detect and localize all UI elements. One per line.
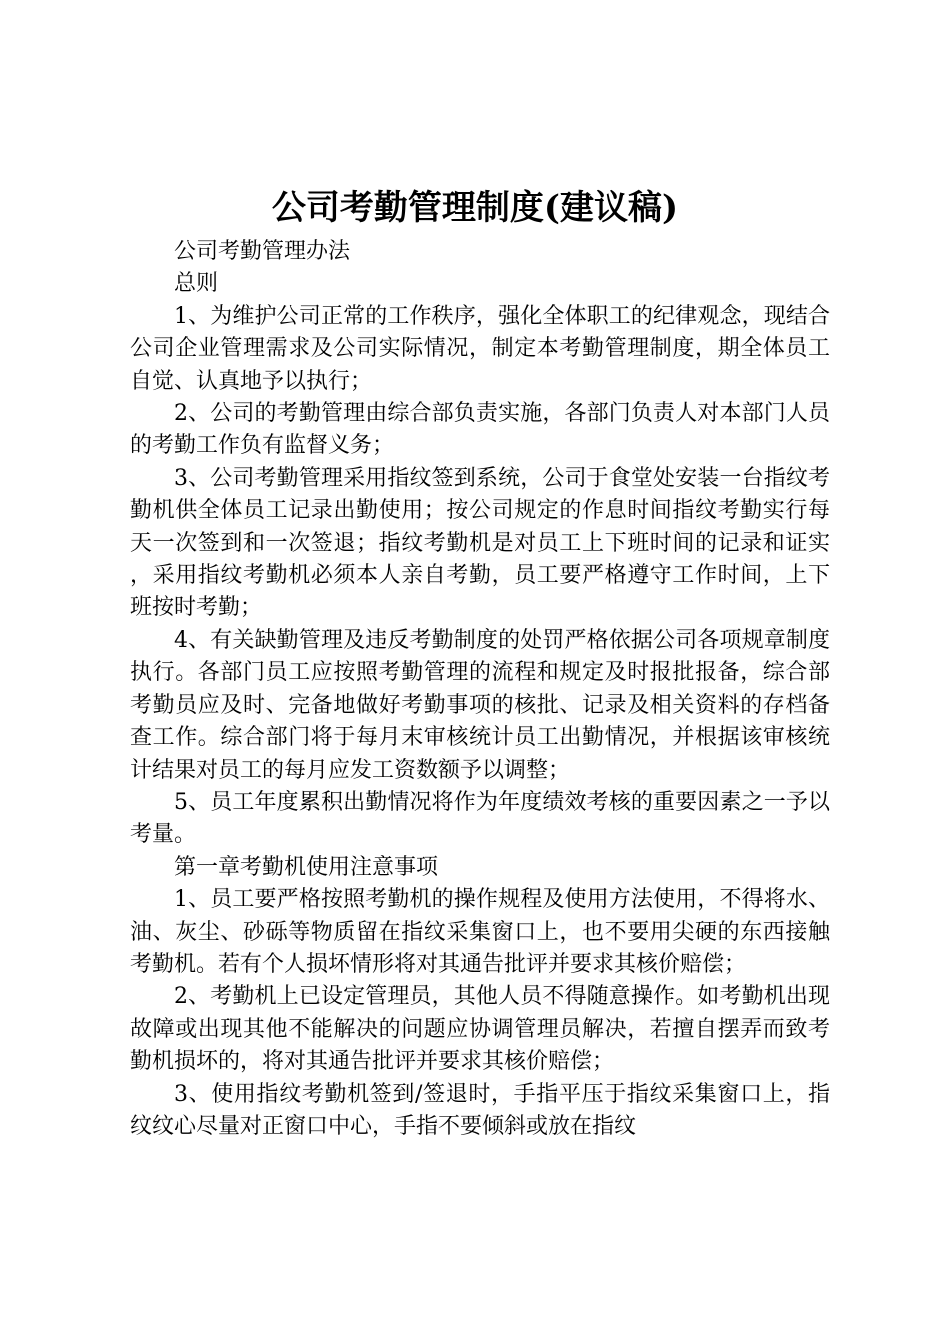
body-paragraph: 1、为维护公司正常的工作秩序，强化全体职工的纪律观念，现结合公司企业管理需求及公司实际情况，制定本考勤管理制度，期全体员工自觉、认真地予以执行； (130, 303, 830, 394)
body-paragraph: 3、公司考勤管理采用指纹签到系统，公司于食堂处安装一台指纹考勤机供全体员工记录出勤使用；按公司规定的作息时间指纹考勤实行每天一次签到和一次签退；指纹考勤机是对员工上下班时间的记录和证实，采用指纹考勤机必须本人亲自考勤，员工要严格遵守工作时间，上下班按时考勤； (130, 465, 830, 621)
document-body (130, 236, 830, 1143)
section-heading: 公司考勤管理办法 (174, 239, 351, 264)
section-heading: 总则 (174, 271, 219, 297)
document-title: 公司考勤管理制度(建议稿) (271, 188, 679, 228)
chapter-heading: 第一章考勤机使用注意事项 (174, 854, 439, 880)
body-paragraph: 2、公司的考勤管理由综合部负责实施，各部门负责人对本部门人员的考勤工作负有监督义务； (130, 401, 830, 459)
body-paragraph: 1、员工要严格按照考勤机的操作规程及使用方法使用，不得将水、油、灰尘、砂砾等物质留在指纹采集窗口上，也不要用尖硬的东西接触考勤机。若有个人损坏情形将对其通告批评并要求其核价赔偿； (130, 887, 830, 977)
body-paragraph: 2、考勤机上已设定管理员，其他人员不得随意操作。如考勤机出现故障或出现其他不能解决的问题应协调管理员解决，若擅自摆弄而致考勤机损坏的，将对其通告批评并要求其核价赔偿； (130, 984, 830, 1075)
body-paragraph: 3、使用指纹考勤机签到/签退时，手指平压于指纹采集窗口上，指纹纹心尽量对正窗口中心，手指不要倾斜或放在指纹 (130, 1081, 830, 1139)
body-paragraph: 4、有关缺勤管理及违反考勤制度的处罚严格依据公司各项规章制度执行。各部门员工应按照考勤管理的流程和规定及时报批报备，综合部考勤员应及时、完备地做好考勤事项的核批、记录及相关资料的存档备查工作。综合部门将于每月末审核统计员工出勤情况，并根据该审核统计结果对员工的每月应发工资数额予以调整； (130, 627, 830, 783)
body-paragraph: 5、员工年度累积出勤情况将作为年度绩效考核的重要因素之一予以考量。 (130, 789, 830, 848)
